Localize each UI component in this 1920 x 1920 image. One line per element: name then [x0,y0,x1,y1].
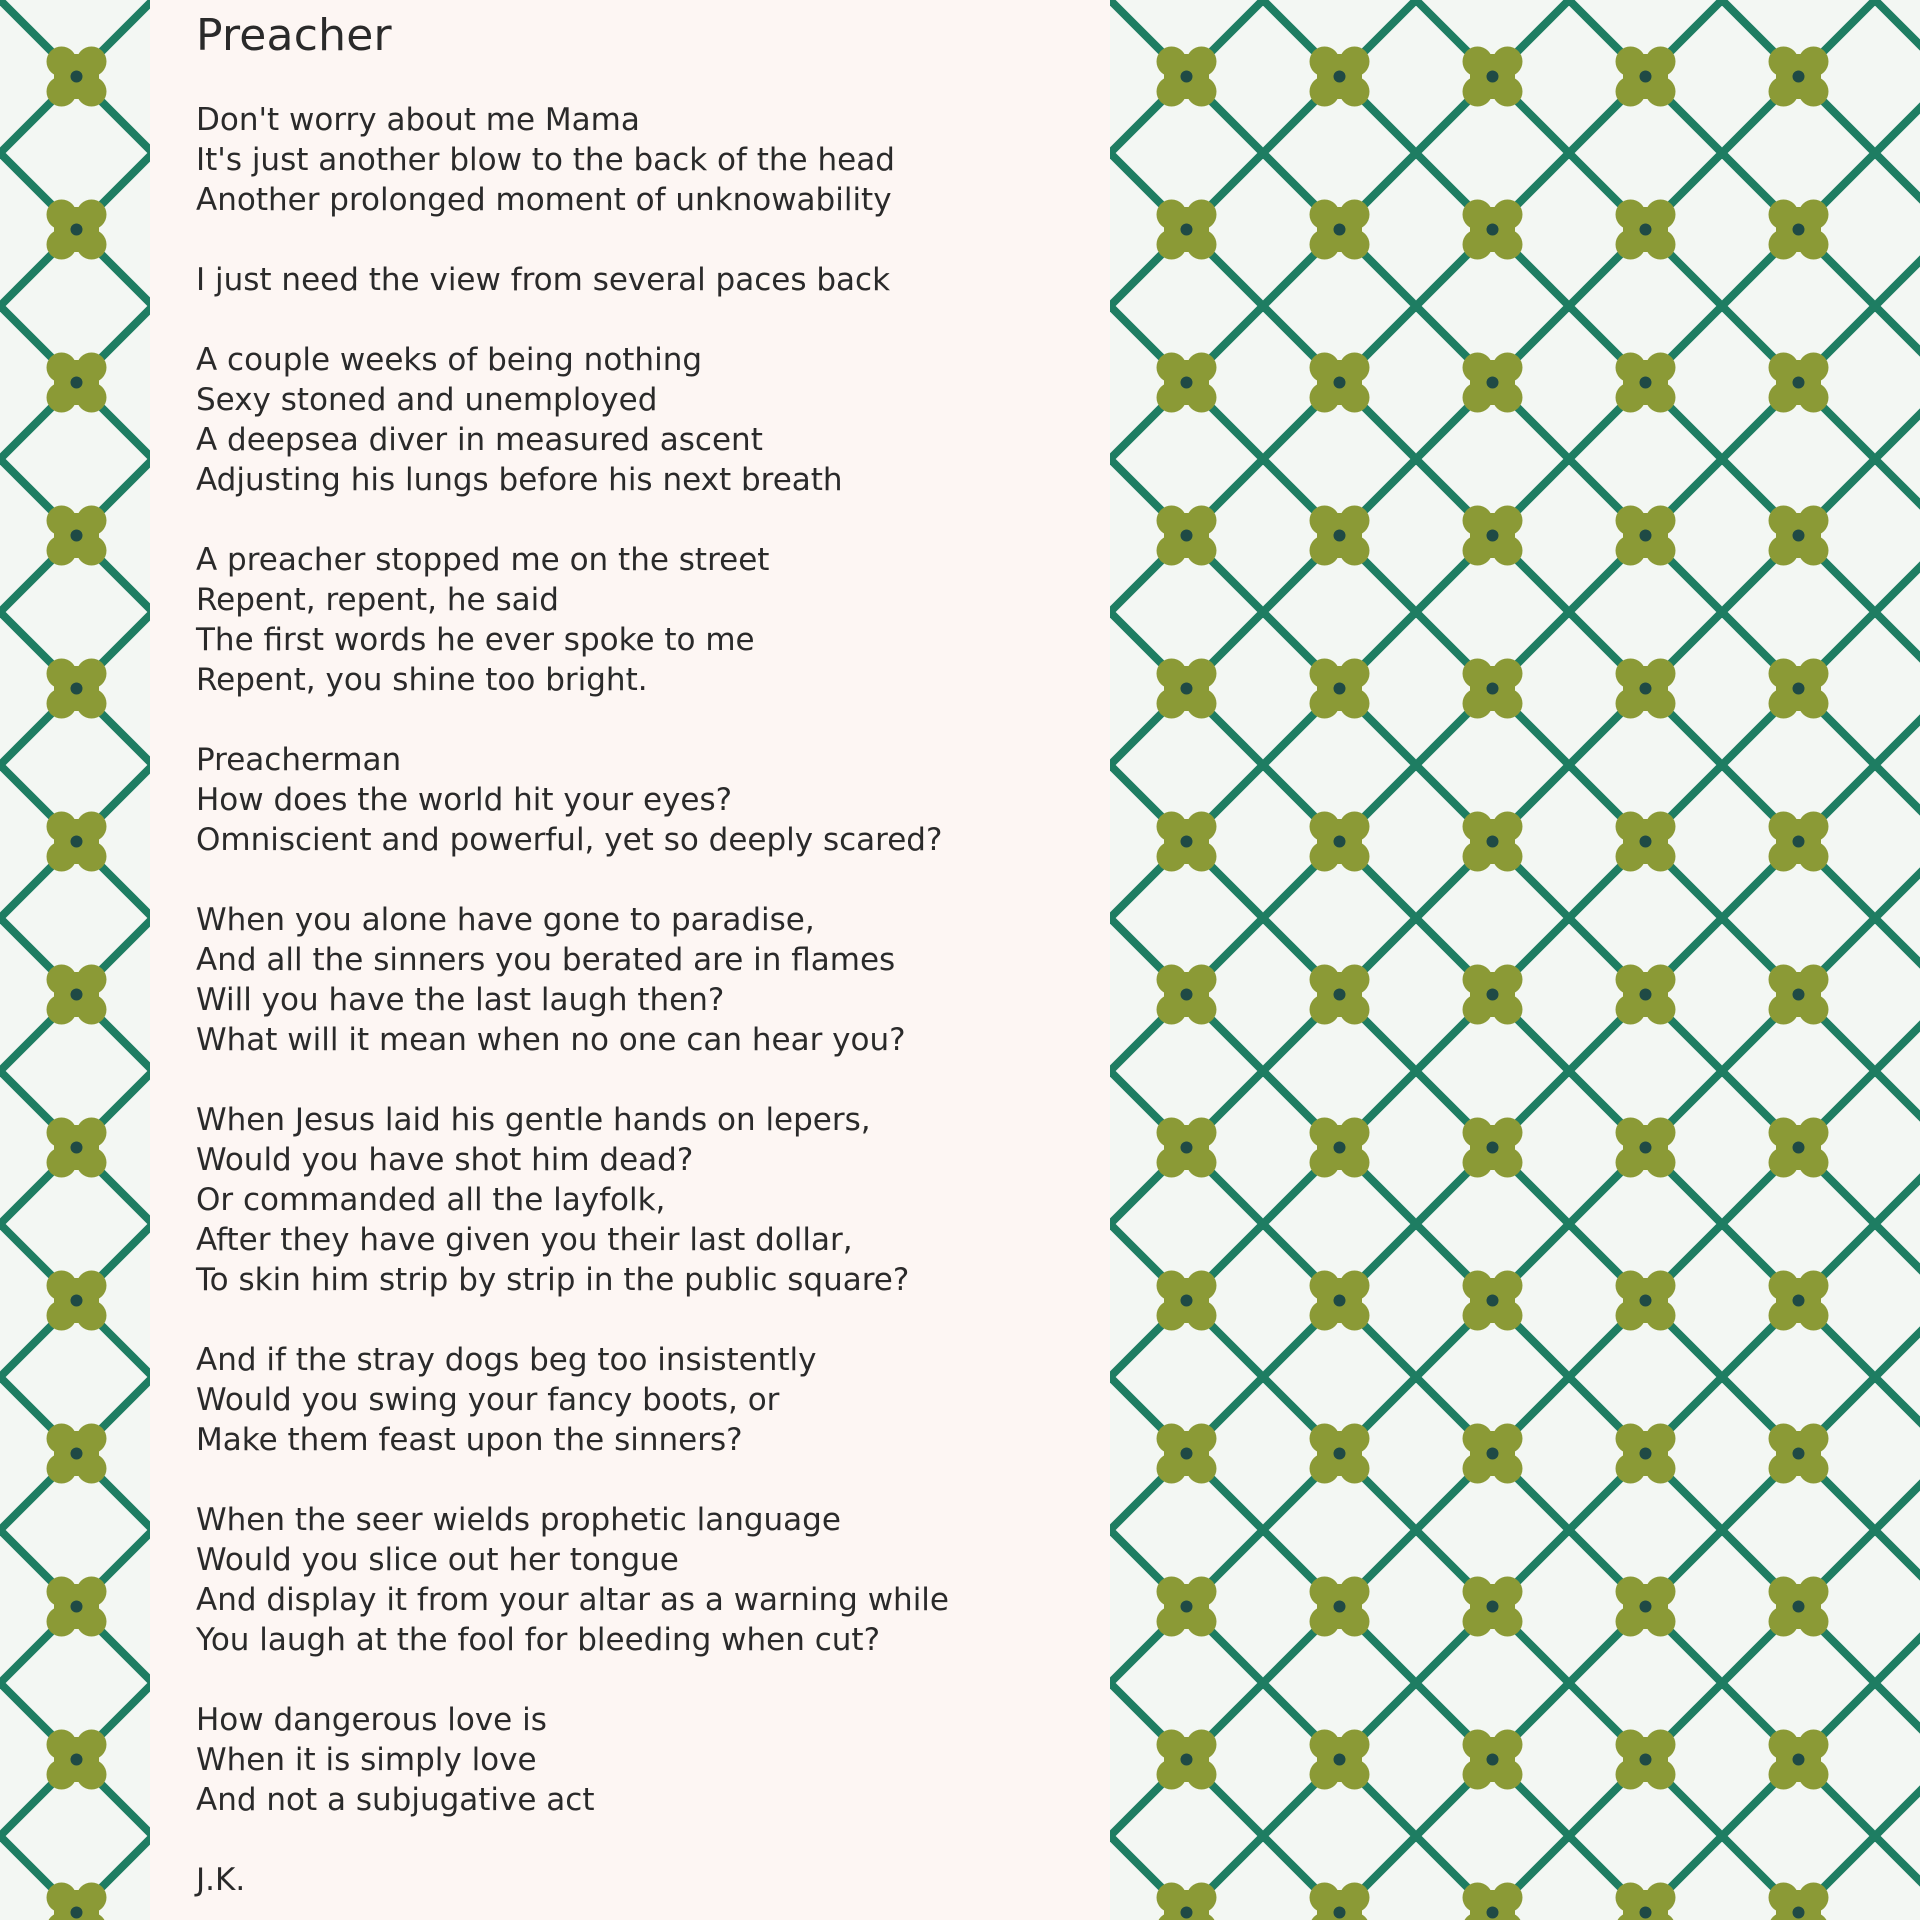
poem-stanza [196,1700,1096,1820]
poem-line: A couple weeks of being nothing [196,342,703,378]
poem-line: After they have given you their last dollar, [196,1222,853,1258]
poem-line: Will you have the last laugh then? [196,982,725,1018]
poem-paper [150,0,1110,1920]
poem-line: And display it from your altar as a warning while [196,1582,949,1618]
poem-line: What will it mean when no one can hear you? [196,1022,906,1058]
poem-stanza [196,540,1096,700]
decorative-pattern-left [0,0,150,1920]
poem-line: When you alone have gone to paradise, [196,902,815,938]
poem-stanza [196,1340,1096,1460]
poem-line: Preacherman [196,742,402,778]
poem-title: Preacher [196,10,392,61]
poem-line: Don't worry about me Mama [196,102,640,138]
decorative-pattern-right [1110,0,1920,1920]
lattice-flower-pattern-right [1110,0,1920,1920]
poem-signature: J.K. [196,1862,246,1898]
poem-line: A deepsea diver in measured ascent [196,422,763,458]
poem-line: And if the stray dogs beg too insistently [196,1342,817,1378]
poem-stanza [196,740,1096,860]
poem-line: Sexy stoned and unemployed [196,382,658,418]
poem-line: It's just another blow to the back of the head [196,142,895,178]
poem-stanza [196,1100,1096,1300]
poem-stanza [196,1500,1096,1660]
poem-line: The first words he ever spoke to me [196,622,755,658]
poem-stanza [196,260,1096,300]
poem-stanzas [196,100,1096,1820]
poem-line: A preacher stopped me on the street [196,542,770,578]
poem-line: When Jesus laid his gentle hands on lepers, [196,1102,871,1138]
poem-line: When it is simply love [196,1742,537,1778]
poem-line: Another prolonged moment of unknowability [196,182,892,218]
poem-line: How dangerous love is [196,1702,547,1738]
poem-line: Or commanded all the layfolk, [196,1182,666,1218]
poem-line: Repent, repent, he said [196,582,559,618]
lattice-flower-pattern-left [0,0,150,1920]
poem-line: Omniscient and powerful, yet so deeply scared? [196,822,943,858]
poem-line: Make them feast upon the sinners? [196,1422,743,1458]
poem-stanza [196,100,1096,220]
poem-stanza [196,340,1096,500]
poem-line: And all the sinners you berated are in flames [196,942,896,978]
poem-line: When the seer wields prophetic language [196,1502,841,1538]
poem-line: Repent, you shine too bright. [196,662,648,698]
poem-line: And not a subjugative act [196,1782,595,1818]
poem-line: How does the world hit your eyes? [196,782,733,818]
poem-line: Adjusting his lungs before his next breath [196,462,843,498]
poem-stanza [196,900,1096,1060]
poem-line: You laugh at the fool for bleeding when cut? [196,1622,881,1658]
poem-line: Would you slice out her tongue [196,1542,679,1578]
poem-line: Would you swing your fancy boots, or [196,1382,780,1418]
poem-line: Would you have shot him dead? [196,1142,694,1178]
poem-line: To skin him strip by strip in the public square? [196,1262,910,1298]
poem-text-block [196,10,1096,1900]
poem-line: I just need the view from several paces back [196,262,891,298]
